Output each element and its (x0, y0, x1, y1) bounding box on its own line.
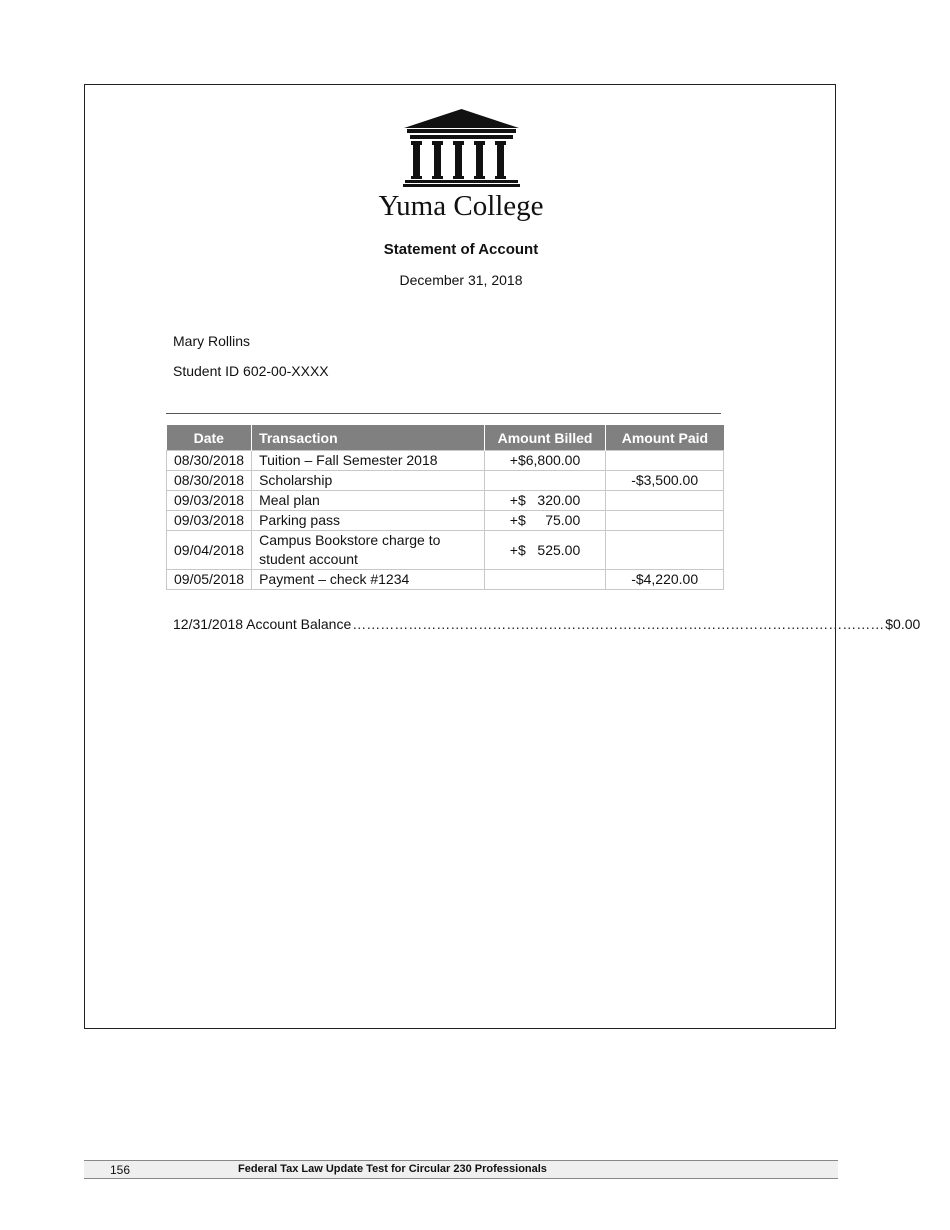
cell-billed: +$ 525.00 (484, 531, 606, 570)
cell-transaction: Scholarship (252, 471, 485, 491)
page-footer (84, 1160, 838, 1179)
section-divider (166, 413, 721, 414)
cell-paid (606, 451, 724, 471)
header-date: Date (167, 425, 252, 451)
cell-billed (484, 570, 606, 590)
cell-date: 08/30/2018 (167, 471, 252, 491)
cell-paid: -$4,220.00 (606, 570, 724, 590)
cell-transaction: Tuition – Fall Semester 2018 (252, 451, 485, 471)
cell-billed: +$6,800.00 (484, 451, 606, 471)
table-row (167, 570, 724, 590)
table-row (167, 451, 724, 471)
cell-paid (606, 531, 724, 570)
table-row (167, 511, 724, 531)
cell-date: 09/03/2018 (167, 491, 252, 511)
table-row (167, 471, 724, 491)
cell-paid (606, 511, 724, 531)
balance-value: $0.00 (885, 616, 921, 632)
statement-date: December 31, 2018 (399, 272, 523, 288)
cell-billed (484, 471, 606, 491)
table-row (167, 491, 724, 511)
header-amount-paid: Amount Paid (606, 425, 724, 451)
cell-transaction: Campus Bookstore charge to student account (252, 531, 485, 570)
student-id: Student ID 602-00-XXXX (173, 363, 329, 379)
cell-billed: +$ 75.00 (484, 511, 606, 531)
table-header-row (167, 425, 724, 451)
college-name: Yuma College (378, 190, 544, 222)
cell-date: 08/30/2018 (167, 451, 252, 471)
cell-billed: +$ 320.00 (484, 491, 606, 511)
balance-label: 12/31/2018 Account Balance (173, 616, 352, 632)
cell-transaction: Meal plan (252, 491, 485, 511)
cell-date: 09/04/2018 (167, 531, 252, 570)
account-balance-line (173, 616, 921, 632)
footer-book-title: Federal Tax Law Update Test for Circular 230 Professionals (238, 1163, 547, 1175)
transactions-table (166, 425, 724, 590)
page-number: 156 (110, 1163, 131, 1177)
student-name: Mary Rollins (173, 333, 251, 349)
table-row (167, 531, 724, 570)
statement-title: Statement of Account (383, 241, 539, 258)
header-amount-billed: Amount Billed (484, 425, 606, 451)
header-transaction: Transaction (252, 425, 485, 451)
cell-paid: -$3,500.00 (606, 471, 724, 491)
cell-transaction: Parking pass (252, 511, 485, 531)
cell-transaction: Payment – check #1234 (252, 570, 485, 590)
cell-date: 09/05/2018 (167, 570, 252, 590)
cell-date: 09/03/2018 (167, 511, 252, 531)
cell-paid (606, 491, 724, 511)
college-building-logo (400, 108, 523, 188)
balance-dot-leader: …………………………………………………………………………………………………… (352, 616, 885, 632)
